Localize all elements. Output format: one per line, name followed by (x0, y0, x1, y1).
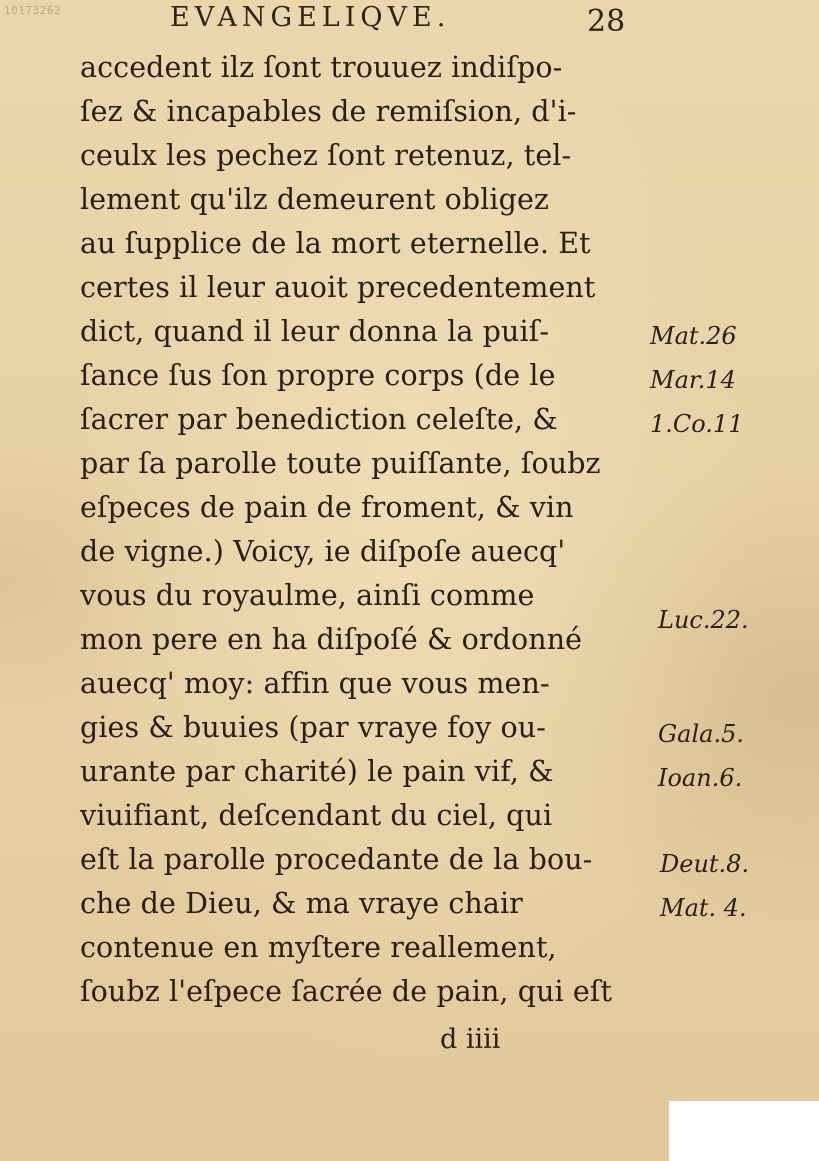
text-line: urante par charité) le pain vif, & (80, 755, 554, 788)
text-line: certes il leur auoit precedentement (80, 271, 596, 304)
text-line: ſoubz l'eſpece ſacrée de pain, qui eſt (80, 975, 613, 1008)
marginal-note-mar14: Mar.14 (650, 366, 736, 394)
shelfmark-id: 10173262 (4, 4, 61, 17)
text-line: auecq' moy: affin que vous men- (80, 667, 550, 700)
text-line: contenue en myſtere reallement, (80, 931, 557, 964)
marginal-note-deut8: Deut.8. (660, 850, 750, 878)
page-number: 28 (587, 4, 626, 39)
marginal-note-mat4: Mat. 4. (660, 894, 747, 922)
marginal-note-luc22: Luc.22. (658, 606, 749, 634)
marginal-note-mat26: Mat.26 (650, 322, 737, 350)
body-text (80, 46, 660, 1014)
text-line: ceulx les pechez ſont retenuz, tel- (80, 139, 572, 172)
text-line: eſpeces de pain de froment, & vin (80, 491, 574, 524)
text-line: vous du royaulme, ainſi comme (80, 579, 535, 612)
text-line: au ſupplice de la mort eternelle. Et (80, 227, 591, 260)
text-line: ſacrer par benediction celeſte, & (80, 403, 558, 436)
text-line: dict, quand il leur donna la puiſ- (80, 315, 550, 348)
catchword-signature: d iiii (440, 1024, 501, 1055)
marginal-note-ioan6: Ioan.6. (658, 764, 743, 792)
text-line: eſt la parolle procedante de la bou- (80, 843, 593, 876)
scan-corner-blank (669, 1101, 819, 1161)
text-line: par ſa parolle toute puiſſante, ſoubz (80, 447, 601, 480)
text-line: gies & buuies (par vraye foy ou- (80, 711, 546, 744)
marginal-note-gala5: Gala.5. (658, 720, 744, 748)
text-line: ſance ſus ſon propre corps (de le (80, 359, 556, 392)
text-line: che de Dieu, & ma vraye chair (80, 887, 523, 920)
text-line: lement qu'ilz demeurent obligez (80, 183, 550, 216)
text-line: ſez & incapables de remiſsion, d'i- (80, 95, 577, 128)
marginal-note-1co11: 1.Co.11 (650, 410, 744, 438)
text-line: viuifiant, deſcendant du ciel, qui (80, 799, 553, 832)
text-line: de vigne.) Voicy, ie diſpoſe auecq' (80, 535, 566, 568)
text-line: mon pere en ha diſpoſé & ordonné (80, 623, 583, 656)
text-line: accedent ilz ſont trouuez indiſpo- (80, 51, 563, 84)
running-title: EVANGELIQVE. (170, 2, 451, 33)
